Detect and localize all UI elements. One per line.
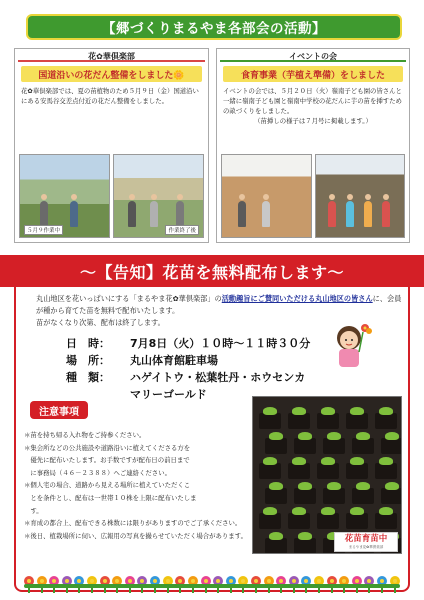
caution-list — [24, 429, 252, 542]
seedling-leaf — [263, 457, 277, 465]
seedling-leaf — [350, 507, 364, 515]
seedling-leaf — [321, 507, 335, 515]
right-article-note: （苗挿しの様子は７月号に掲載します。） — [254, 117, 372, 125]
photo-label-during: ５月９作業中 — [24, 225, 63, 235]
seedling-badge-sub: まるやま花✿華倶楽部 — [348, 545, 384, 549]
intro-line-2: 苗がなくなり次第、配布は終了します。 — [36, 318, 165, 327]
intro-highlight: 活動趣旨にご賛同いただける丸山地区の皆さん — [221, 294, 373, 303]
seedling-leaf — [327, 482, 341, 490]
seedling-leaf — [292, 507, 306, 515]
seedling-leaf — [298, 432, 312, 440]
caution-item: 優先に配布いたします。お手数ですが配布日の前日まで — [24, 456, 190, 465]
seedling-pot — [294, 538, 316, 554]
field-work-photo — [221, 154, 312, 238]
seedling-pot — [294, 438, 316, 454]
children-field-photo — [315, 154, 406, 238]
right-article-title: 食育事業（芋植え準備）をしました — [223, 66, 403, 82]
seedling-leaf — [263, 407, 277, 415]
caution-item: に事務局（４６－２３８８）へご連絡ください。 — [24, 468, 171, 477]
seedling-leaf — [356, 482, 370, 490]
seedling-pot — [259, 413, 281, 429]
seedling-leaf — [292, 407, 306, 415]
seedling-leaf — [379, 407, 393, 415]
seedling-leaf — [269, 432, 283, 440]
roadside-work-photo — [19, 154, 110, 238]
seedling-pot — [265, 438, 287, 454]
girl-with-flower-illustration — [327, 318, 383, 370]
grass-strip — [24, 584, 400, 588]
caution-item: ＊集会所などの公共施設や道路沿いに植えてくださる方を — [24, 443, 191, 452]
caution-item: ＊後日、植栽場所に伺い、広報用の写真を撮らせていただく場合があります。 — [24, 531, 247, 540]
seedling-leaf — [298, 532, 312, 540]
caution-tag: 注意事項 — [30, 401, 88, 419]
detail-row — [66, 369, 366, 386]
seedling-pot — [265, 488, 287, 504]
seedling-pot — [317, 513, 339, 529]
seedling-pot — [288, 413, 310, 429]
seedling-leaf — [385, 432, 399, 440]
seedling-pot — [381, 438, 402, 454]
seedling-pot — [352, 488, 374, 504]
seedling-leaf — [379, 507, 393, 515]
event-details — [66, 335, 366, 403]
seedling-leaf — [263, 507, 277, 515]
intro-text: 丸山地区を花いっぱいにする「まるやま花✿華倶楽部」の — [36, 294, 222, 303]
seedling-leaf — [269, 532, 283, 540]
section-header — [26, 14, 402, 40]
left-article-photos — [19, 154, 204, 238]
right-article-body: イベントの会では、５月２０日（火）嶺南子ども園の皆さんと一緒に嶺南子ども園と嶺南中学校の花だんに芋の苗を挿すための畝づくりをしました。 — [223, 87, 402, 115]
detail-value: ハゲイトウ・松葉牡丹・ホウセンカ — [130, 371, 306, 384]
seedling-leaf — [298, 482, 312, 490]
seedling-leaf — [356, 432, 370, 440]
caution-item: ＊個人宅の場合、道路から見える場所に植えていただくこ — [24, 481, 191, 490]
right-article-photos — [221, 154, 405, 238]
detail-value: マリーゴールド — [130, 388, 207, 401]
seedling-pot — [288, 463, 310, 479]
seedling-leaf — [385, 482, 399, 490]
left-article — [14, 48, 209, 243]
seedling-pot — [317, 463, 339, 479]
seedling-leaf — [321, 457, 335, 465]
notice-title: ～【告知】花苗を無料配布します～ — [79, 262, 344, 282]
seedling-pot — [259, 463, 281, 479]
seedling-pot — [375, 463, 397, 479]
seedling-pot — [346, 413, 368, 429]
seedling-leaf — [327, 432, 341, 440]
seedling-leaf — [269, 482, 283, 490]
seedling-pot — [323, 488, 345, 504]
seedling-pot — [288, 513, 310, 529]
detail-label: 場 所： — [66, 354, 110, 367]
seedling-pot — [375, 513, 397, 529]
seedling-pot — [375, 413, 397, 429]
seedling-pot — [346, 463, 368, 479]
left-article-body: 花✿華倶楽部では、夏の苗植物のため５月９日（金）国道沿いにある安馬谷交差点付近の花だん整備をしました。 — [21, 87, 199, 105]
caution-item: ＊育成の都合上、配布できる株数には限りがありますのでご了承ください。 — [24, 519, 242, 528]
roadside-finished-photo — [113, 154, 204, 238]
seedling-pot — [346, 513, 368, 529]
left-article-title: 国道沿いの花だん整備をしました🌼 — [21, 66, 202, 82]
section-header-title: 【郷づくりまるやま各部会の活動】 — [102, 21, 326, 37]
left-article-caption: 花✿華倶楽部 — [18, 49, 205, 62]
seedling-photo — [252, 396, 402, 554]
seedling-leaf — [350, 457, 364, 465]
seedling-leaf — [350, 407, 364, 415]
seedling-pot — [323, 438, 345, 454]
detail-label: 日 時： — [66, 337, 110, 350]
caution-item: す。 — [24, 506, 43, 515]
detail-row — [66, 352, 366, 369]
seedling-pot — [294, 488, 316, 504]
notice-banner — [0, 255, 424, 287]
detail-label: 種 類： — [66, 371, 110, 384]
seedling-leaf — [292, 457, 306, 465]
seedling-leaf — [321, 407, 335, 415]
photo-label-after: 作業終了後 — [165, 225, 199, 235]
right-article-caption: イベントの会 — [220, 49, 406, 62]
seedling-pot — [265, 538, 287, 554]
caution-item: ＊苗を持ち帰る入れ物をご持参ください。 — [24, 431, 146, 439]
right-article — [216, 48, 410, 243]
seedling-leaf — [379, 457, 393, 465]
seedling-pot — [352, 438, 374, 454]
intro-text-suffix: に、会員が種から育てた苗を無料で配布いたします。 — [36, 294, 402, 315]
detail-value: 丸山体育館駐車場 — [130, 354, 218, 367]
detail-row — [66, 335, 366, 352]
seedling-pot — [381, 488, 402, 504]
seedling-pot — [259, 513, 281, 529]
caution-item: とを条件とし、配布は一世帯１０株を上限に配布いたしま — [24, 493, 197, 502]
seedling-badge-title: 花苗育苗中 — [344, 534, 388, 544]
detail-value: 7月8日（火）１０時～１１時３０分 — [130, 337, 311, 350]
flower-border — [24, 566, 400, 586]
seedling-badge — [334, 532, 398, 552]
seedling-pot — [317, 413, 339, 429]
